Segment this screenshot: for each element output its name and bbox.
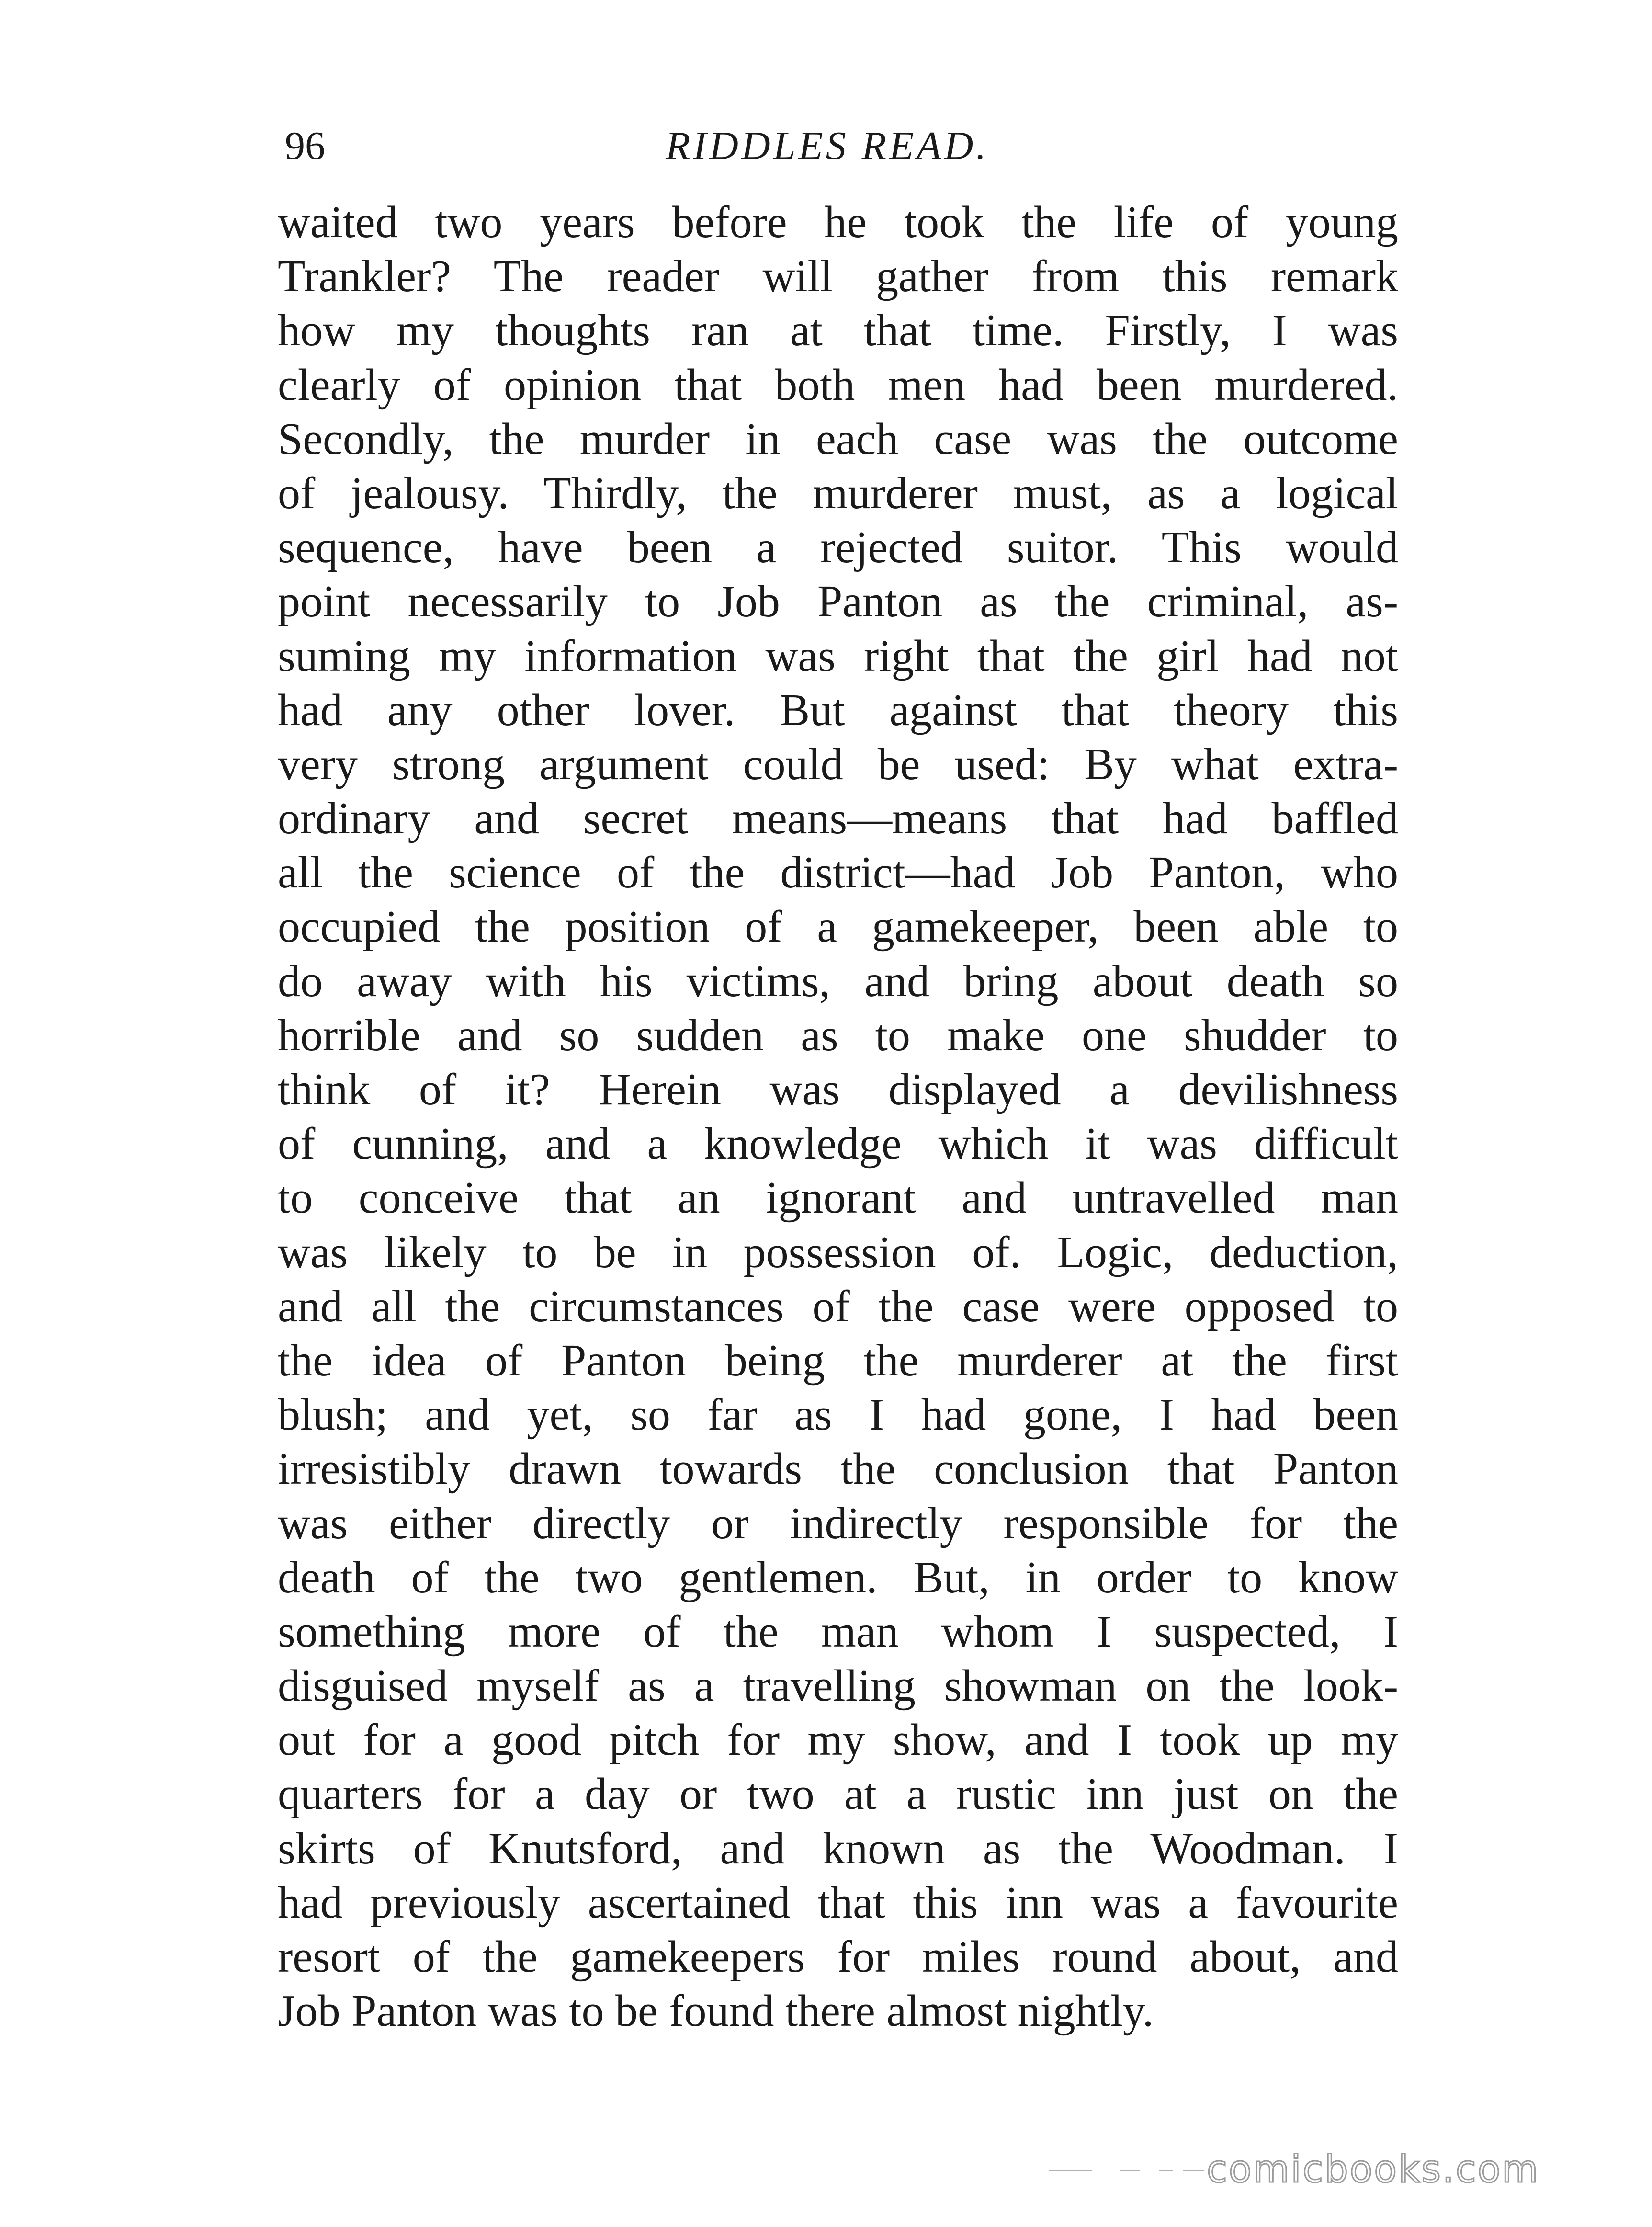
text-line: and all the circumstances of the case were opposed to xyxy=(278,1281,1398,1331)
text-line: was likely to be in possession of. Logic, deduction, xyxy=(278,1227,1398,1277)
text-line: think of it? Herein was displayed a devilishness xyxy=(278,1065,1398,1114)
text-line: ordinary and secret means—means that had baffled xyxy=(278,794,1398,844)
text-line: quarters for a day or two at a rustic inn just on the xyxy=(278,1769,1398,1819)
text-line: irresistibly drawn towards the conclusion that Panton xyxy=(278,1444,1398,1494)
running-head: RIDDLES READ. xyxy=(666,124,989,168)
text-line: horrible and so sudden as to make one shudder to xyxy=(278,1010,1398,1060)
text-line: Secondly, the murder in each case was the outcome xyxy=(278,414,1398,464)
watermark-logo: comicbooks.com xyxy=(1207,2148,1540,2191)
text-line: blush; and yet, so far as I had gone, I had been xyxy=(278,1390,1398,1440)
text-line: something more of the man whom I suspected, I xyxy=(278,1606,1398,1657)
text-line: the idea of Panton being the murderer at the first xyxy=(278,1335,1398,1386)
text-line: had previously ascertained that this inn was a favourite xyxy=(278,1877,1398,1928)
watermark-dash xyxy=(1159,2170,1173,2171)
text-line: how my thoughts ran at that time. Firstly, I was xyxy=(278,306,1398,356)
text-line: occupied the position of a gamekeeper, been able to xyxy=(278,902,1398,952)
text-line: Job Panton was to be found there almost nightly. xyxy=(278,1986,1154,2036)
text-line: sequence, have been a rejected suitor. This would xyxy=(278,523,1398,573)
text-line: point necessarily to Job Panton as the criminal, as- xyxy=(278,577,1398,627)
text-line: of cunning, and a knowledge which it was difficult xyxy=(278,1119,1398,1169)
text-line: do away with his victims, and bring about death so xyxy=(278,956,1398,1006)
text-line: of jealousy. Thirdly, the murderer must, as a logical xyxy=(278,468,1398,518)
watermark-dash xyxy=(1183,2170,1204,2171)
page-number: 96 xyxy=(285,124,325,168)
text-line: had any other lover. But against that theory this xyxy=(278,685,1398,735)
text-line: disguised myself as a travelling showman on the look- xyxy=(278,1661,1398,1711)
watermark-dash xyxy=(1049,2170,1092,2171)
body-text xyxy=(278,195,1398,2038)
text-line: clearly of opinion that both men had been murdered. xyxy=(278,360,1398,410)
text-line: very strong argument could be used: By what extra- xyxy=(278,739,1398,789)
text-line: suming my information was right that the girl had not xyxy=(278,631,1398,681)
text-line: death of the two gentlemen. But, in order to know xyxy=(278,1552,1398,1602)
text-line: waited two years before he took the life of young xyxy=(278,197,1398,247)
text-line: all the science of the district—had Job Panton, who xyxy=(278,848,1398,898)
text-line: skirts of Knutsford, and known as the Woodman. I xyxy=(278,1823,1398,1874)
text-line: resort of the gamekeepers for miles round about, and xyxy=(278,1932,1398,1982)
text-line: Trankler? The reader will gather from this remark xyxy=(278,251,1398,302)
text-line: out for a good pitch for my show, and I took up my xyxy=(278,1715,1398,1765)
watermark-dash xyxy=(1120,2170,1140,2171)
text-line: to conceive that an ignorant and untravelled man xyxy=(278,1173,1398,1223)
text-line: was either directly or indirectly responsible for the xyxy=(278,1498,1398,1548)
